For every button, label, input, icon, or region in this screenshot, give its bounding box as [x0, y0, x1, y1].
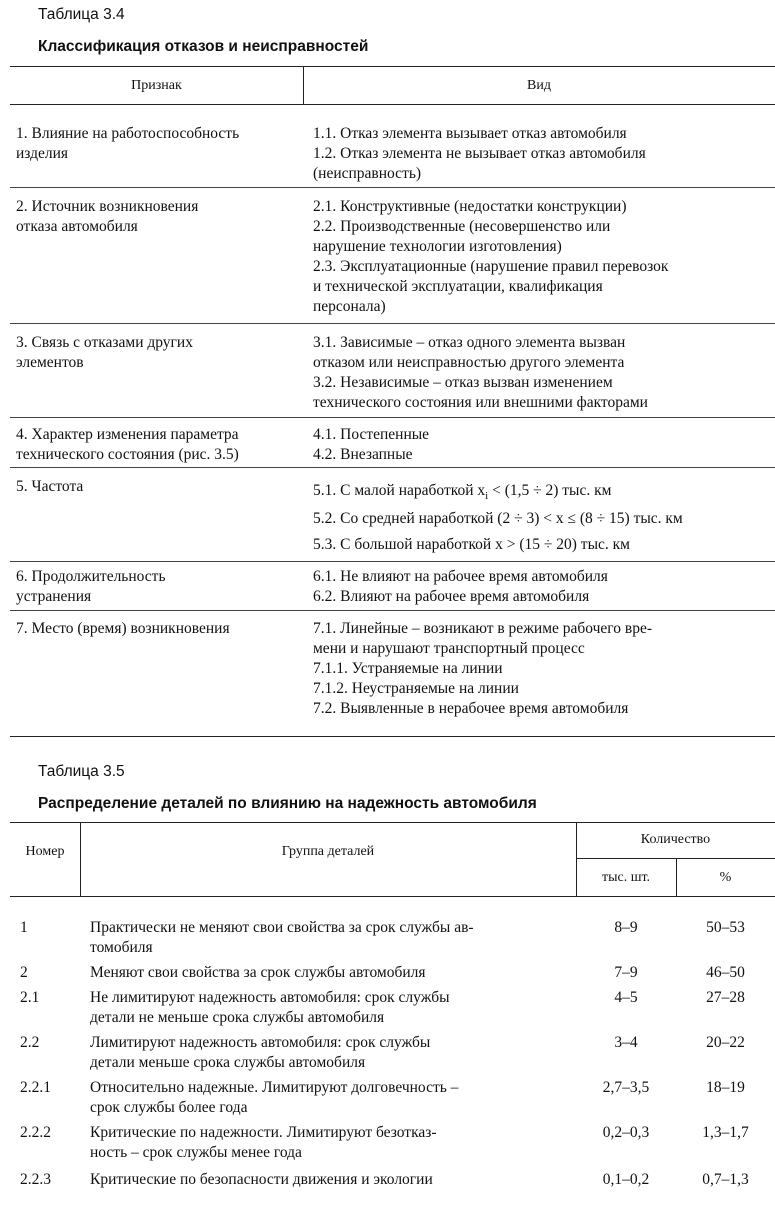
row-pcs: 0,2–0,3: [602, 1124, 650, 1141]
kind-line: 5.2. Со средней наработкой (2 ÷ 3) < x ≤ (8 ÷ 15) тыс. км: [313, 510, 683, 527]
kind-line: мени и нарушают транспортный процесс: [313, 640, 585, 657]
group-line: томобиля: [90, 939, 153, 956]
kind-line: 4.1. Постепенные: [313, 426, 430, 443]
feature-line: устранения: [16, 588, 92, 605]
group-line: Практически не меняют свои свойства за срок службы ав-: [90, 919, 474, 936]
group-line: Лимитируют надежность автомобиля: срок службы: [90, 1034, 431, 1051]
kind-line: 2.2. Производственные (несовершенство или: [313, 218, 611, 235]
kind-line: 3.2. Независимые – отказ вызван изменением: [313, 374, 613, 391]
kind-line: (неисправность): [313, 165, 422, 182]
header-quantity: Количество: [640, 832, 711, 847]
row-group: [90, 988, 450, 1028]
row-group: Критические по безопасности движения и экологии: [90, 1171, 433, 1188]
kind-line: 6.2. Влияют на рабочее время автомобиля: [313, 588, 590, 605]
group-line: детали не меньше срока службы автомобиля: [90, 1009, 385, 1026]
row-number: 2.1: [20, 989, 40, 1006]
row-pct: 1,3–1,7: [702, 1124, 749, 1141]
feature-line: 2. Источник возникновения: [16, 198, 199, 215]
kind-text-tail: < (1,5 ÷ 2) тыс. км: [488, 482, 612, 499]
header-pcs: тыс. шт.: [601, 870, 651, 885]
row-kinds: [313, 197, 668, 317]
kind-line: отказом или неисправностью другого элемента: [313, 354, 625, 371]
row-group: Меняют свои свойства за срок службы автомобиля: [90, 964, 426, 981]
row-pcs: 0,1–0,2: [602, 1171, 650, 1188]
header-group: Группа деталей: [281, 844, 375, 859]
row-kinds: [313, 425, 429, 465]
table-bottom-rule: [10, 736, 775, 737]
kind-line: и технической эксплуатации, квалификация: [313, 278, 603, 295]
group-line: Критические по надежности. Лимитируют безотказ-: [90, 1124, 437, 1141]
row-group: [90, 1033, 430, 1073]
table-top-rule: [10, 822, 775, 823]
row-separator: [10, 610, 775, 611]
kind-line: персонала): [313, 298, 386, 315]
row-pct: 50–53: [706, 919, 745, 936]
feature-line: элементов: [16, 354, 84, 371]
kind-line: нарушение технологии изготовления): [313, 238, 562, 255]
row-kinds: [313, 124, 646, 184]
kind-line: технического состояния или внешними факторами: [313, 394, 648, 411]
group-line: срок службы более года: [90, 1099, 248, 1116]
row-separator: [10, 467, 775, 468]
row-pct: 27–28: [706, 989, 745, 1006]
subscript-index: i: [485, 490, 489, 503]
header-pct: %: [719, 870, 732, 885]
header-number: Номер: [25, 844, 65, 859]
row-separator: [10, 187, 775, 188]
kind-line: 3.1. Зависимые – отказ одного элемента вызван: [313, 334, 626, 351]
kind-line: 2.3. Эксплуатационные (нарушение правил перевозок: [313, 258, 669, 275]
row-kinds: [313, 333, 648, 413]
row-feature: [16, 197, 198, 237]
feature-line: 3. Связь с отказами других: [16, 334, 193, 351]
row-pct: 46–50: [706, 964, 745, 981]
row-separator: [10, 323, 775, 324]
kind-line: 5.3. С большой наработкой x > (15 ÷ 20) тыс. км: [313, 536, 630, 553]
row-pcs: 7–9: [614, 964, 638, 981]
kind-line: 7.2. Выявленные в нерабочее время автомобиля: [313, 700, 629, 717]
header-feature: Признак: [131, 78, 182, 93]
kind-line: 7.1. Линейные – возникают в режиме рабочего вре-: [313, 620, 653, 637]
kind-line: 1.1. Отказ элемента вызывает отказ автомобиля: [313, 125, 627, 142]
row-number: 1: [20, 919, 28, 936]
row-separator: [10, 561, 775, 562]
feature-line: технического состояния (рис. 3.5): [16, 446, 239, 463]
group-line: Относительно надежные. Лимитируют долговечность –: [90, 1079, 459, 1096]
table-3-5-title: Распределение деталей по влиянию на надежность автомобиля: [38, 795, 537, 812]
row-number: 2: [20, 964, 28, 981]
row-feature: [16, 567, 166, 607]
row-kinds: [313, 619, 652, 719]
group-line: детали меньше срока службы автомобиля: [90, 1054, 366, 1071]
kind-line: 6.1. Не влияют на рабочее время автомобиля: [313, 568, 608, 585]
kind-line: 4.2. Внезапные: [313, 446, 413, 463]
row-pct: 20–22: [706, 1034, 745, 1051]
row-feature: [16, 425, 239, 465]
feature-line: 4. Характер изменения параметра: [16, 426, 239, 443]
row-number: 2.2.3: [20, 1171, 51, 1188]
row-group: [90, 918, 474, 958]
feature-line: 6. Продолжительность: [16, 568, 166, 585]
row-feature: [16, 124, 239, 164]
row-number: 2.2: [20, 1034, 40, 1051]
kind-line: 1.2. Отказ элемента не вызывает отказ автомобиля: [313, 145, 646, 162]
feature-line: 1. Влияние на работоспособность: [16, 125, 240, 142]
row-group: [90, 1078, 458, 1118]
row-number: 2.2.2: [20, 1124, 51, 1141]
table-top-rule: [10, 66, 775, 67]
table-3-5-caption: Таблица 3.5: [38, 763, 125, 780]
row-kinds: [313, 567, 608, 607]
row-feature: [16, 333, 193, 373]
row-number: 2.2.1: [20, 1079, 51, 1096]
feature-line: изделия: [16, 145, 69, 162]
row-pcs: 3–4: [614, 1034, 638, 1051]
kind-line: 7.1.2. Неустраняемые на линии: [313, 680, 519, 697]
row-pcs: 2,7–3,5: [602, 1079, 650, 1096]
row-feature: 7. Место (время) возникновения: [16, 620, 230, 637]
group-line: ность – срок службы менее года: [90, 1144, 302, 1161]
row-pct: 0,7–1,3: [702, 1171, 749, 1188]
kind-text: 5.1. С малой наработкой x: [313, 482, 486, 499]
row-feature: 5. Частота: [16, 478, 84, 495]
header-bottom-rule: [10, 104, 775, 105]
header-kind: Вид: [527, 78, 551, 93]
row-pcs: 8–9: [614, 919, 638, 936]
row-pct: 18–19: [706, 1079, 745, 1096]
row-group: [90, 1123, 437, 1163]
header-bottom-rule: [10, 896, 775, 897]
group-line: Не лимитируют надежность автомобиля: срок службы: [90, 989, 450, 1006]
row-separator: [10, 417, 775, 418]
kind-line: 2.1. Конструктивные (недостатки конструкции): [313, 198, 627, 215]
feature-line: отказа автомобиля: [16, 218, 138, 235]
row-pcs: 4–5: [614, 989, 638, 1006]
header-sub-rule: [576, 858, 775, 859]
kind-line: [313, 481, 611, 506]
kind-line: 7.1.1. Устраняемые на линии: [313, 660, 503, 677]
table-3-4-title: Классификация отказов и неисправностей: [38, 38, 369, 55]
table-3-4-caption: Таблица 3.4: [38, 6, 125, 23]
